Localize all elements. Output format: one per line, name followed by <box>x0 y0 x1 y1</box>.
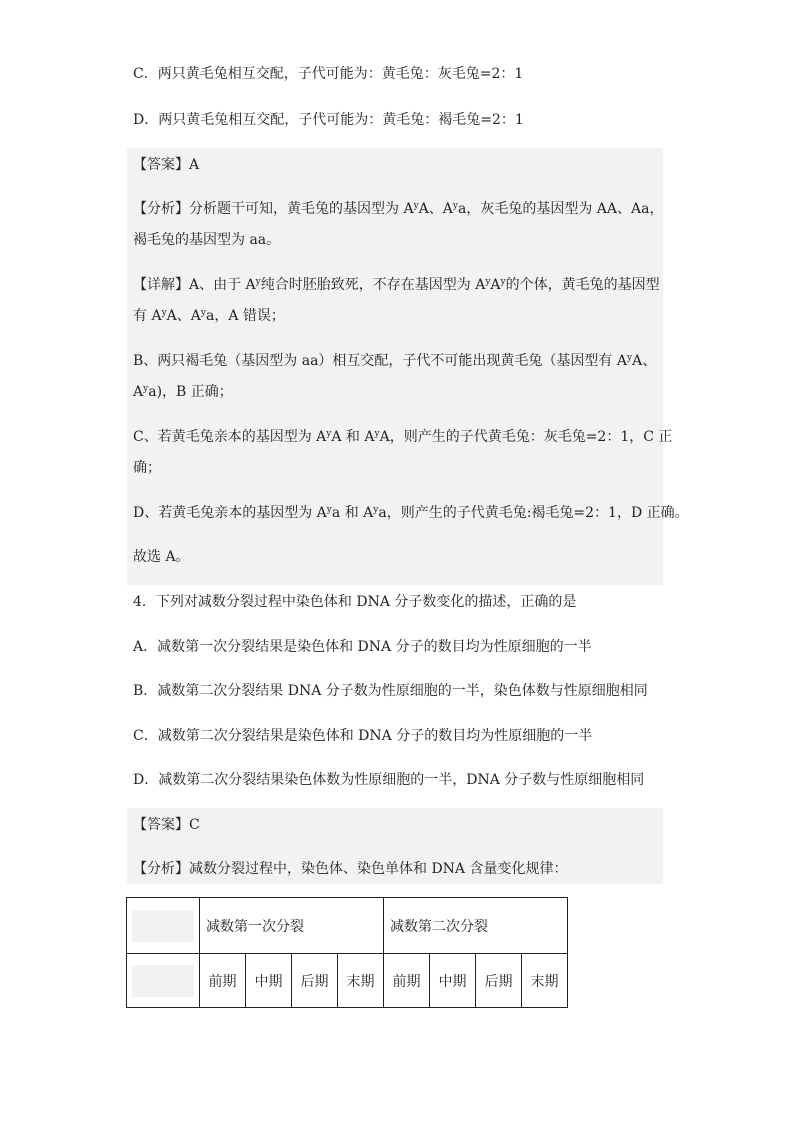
q4-stem: 4．下列对减数分裂过程中染色体和 DNA 分子数变化的描述，正确的是 <box>133 594 577 610</box>
q4-option-c: C．减数第二次分裂结果是染色体和 DNA 分子的数目均为性原细胞的一半 <box>133 728 593 744</box>
phase-cell: 中期 <box>246 954 292 1008</box>
q4-analysis: 【分析】减数分裂过程中，染色体、染色单体和 DNA 含量变化规律： <box>133 861 568 877</box>
table-header-meiosis2: 减数第二次分裂 <box>384 898 568 954</box>
q4-option-d: D．减数第二次分裂结果染色体数为性原细胞的一半，DNA 分子数与性原细胞相同 <box>133 772 645 788</box>
q3-answer: 【答案】A <box>133 157 200 173</box>
q3-detail-line1: 【详解】A、由于 $A^y$纯合时胚胎致死，不存在基因型为 $A^yA^y$的个体，黄毛兔的基因型 <box>133 277 660 293</box>
q3-analysis-line1: 【分析】分析题干可知，黄毛兔的基因型为 $A^yA$、$A^ya$，灰毛兔的基因型为 AA、Aa， <box>133 201 664 217</box>
q3-analysis-line2: 褐毛兔的基因型为 aa。 <box>133 232 281 248</box>
phase-cell: 中期 <box>430 954 476 1008</box>
q3-detail-b-line2: $A^ya$)，B 正确； <box>133 384 233 400</box>
table-header-meiosis1: 减数第一次分裂 <box>200 898 384 954</box>
phase-cell: 后期 <box>476 954 522 1008</box>
blank-placeholder <box>132 965 194 997</box>
q3-detail-d-line: D、若黄毛兔亲本的基因型为 $A^ya$ 和 $A^ya$，则产生的子代黄毛兔:褐毛兔=2：1，D 正确。 <box>133 505 689 521</box>
q4-option-b: B．减数第二次分裂结果 DNA 分子数为性原细胞的一半，染色体数与性原细胞相同 <box>133 683 648 699</box>
q3-conclusion: 故选 A。 <box>133 549 190 565</box>
q3-option-d: D．两只黄毛兔相互交配，子代可能为：黄毛兔：褐毛兔=2：1 <box>133 112 524 128</box>
q4-option-a: A．减数第一次分裂结果是染色体和 DNA 分子的数目均为性原细胞的一半 <box>133 639 592 655</box>
phase-cell: 前期 <box>200 954 246 1008</box>
analysis-label: 【分析】 <box>133 201 189 217</box>
table-corner-cell <box>127 898 200 954</box>
q3-option-c: C．两只黄毛兔相互交配，子代可能为：黄毛兔：灰毛兔=2：1 <box>133 66 524 82</box>
q4-answer: 【答案】C <box>133 817 200 833</box>
phase-cell: 前期 <box>384 954 430 1008</box>
q3-detail-line2: 有 $A^yA$、$A^ya$，A 错误； <box>133 308 285 324</box>
q3-detail-b-line1: B、两只褐毛兔（基因型为 aa）相互交配，子代不可能出现黄毛兔（基因型有 $A^yA$、 <box>133 353 657 369</box>
phase-cell: 后期 <box>292 954 338 1008</box>
blank-placeholder <box>132 910 194 942</box>
q3-detail-c-line2: 确； <box>133 460 161 476</box>
phase-cell: 末期 <box>522 954 568 1008</box>
detail-label: 【详解】 <box>133 277 189 293</box>
q3-detail-c-line1: C、若黄毛兔亲本的基因型为 $A^yA$ 和 $A^yA$，则产生的子代黄毛兔：灰毛兔=2：1，C 正 <box>133 429 673 445</box>
table-row-label-cell <box>127 954 200 1008</box>
meiosis-table <box>126 897 568 1008</box>
phase-cell: 末期 <box>338 954 384 1008</box>
